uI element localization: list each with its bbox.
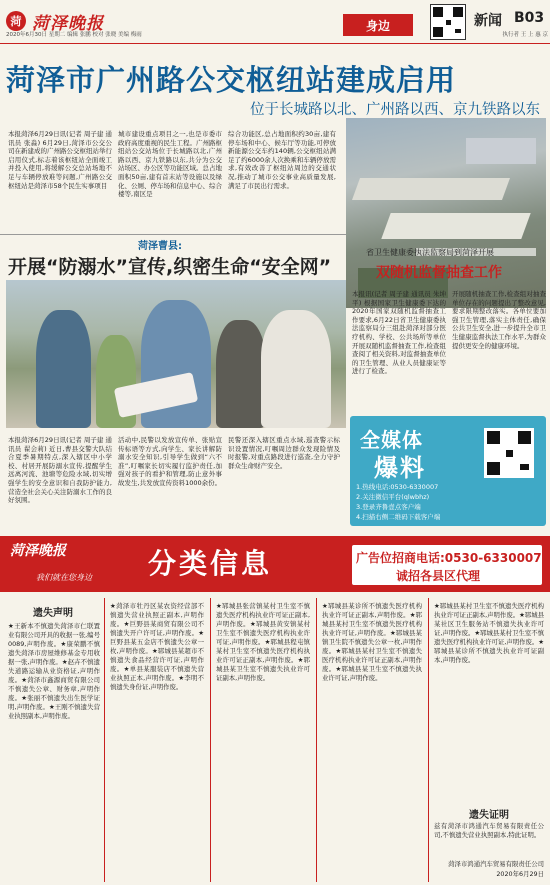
lost-notice-heading: 遗失声明 [33,608,73,619]
lead-column-2: 城市建设重点项目之一,也是市委市政府高度重视的民生工程。广州路枢纽站公交站场位于长城路以北,广州路以西、京九铁路以东,共分为公交站场区、办公区等功能区域。总占地面积50亩,建有首末站等设施以及绿化、公厕、停车场和信息中心、综合楼等,南区是 [118,130,222,199]
classifieds-slogan: 我们就在您身边 [36,573,92,582]
column-divider [316,598,317,882]
ad-title-line1: 全媒体 [360,428,423,452]
page-number: B03 [514,10,545,26]
ad-line-qr: 4.扫描右侧二维码下载客户端 [356,513,441,521]
editors-line: 执行者 王 上 惠 京 [502,32,548,38]
lost-proof-date: 2020年6月29日 [496,870,544,878]
logo-text: 菏泽晚报 [32,13,104,34]
story2-kicker: 菏泽曹县: [138,241,182,252]
story2-headline: 开展“防溺水”宣传,织密生命“安全网” [8,256,332,278]
ad-title-line2: 爆料 [374,454,426,482]
classifieds-column-5: ★郓城县某村卫生室不慎遗失医疗机构执业许可证正副本,声明作废。★郓城县某社区卫生服务站不慎遗失执业许可证,声明作废。★郓城县某村卫生室不慎遗失医疗机构执业许可证,声明作废。★郓城县某诊所不慎遗失执业许可证副本,声明作废。 [434,602,544,664]
lead-column-3: 综合功能区,总占地面积约30亩,建有停车场和中心、候车厅等功能,可停放新能源公交车约140辆,公交枢纽站满足了约6000余人次换乘和车辆停放需求,有效改善了枢纽站周边的交通状况,推动了城市公交事业高质量发展,满足了市民出行需求。 [228,130,336,190]
lead-subheadline: 位于长城路以北、广州路以西、京九铁路以东 [250,102,540,118]
news-label: 新闻 [474,13,502,29]
lead-column-1: 本报菏泽6月29日讯(记者 周子建 通讯员 张淼) 6月29日,菏泽市公交公司在新建成的广州路公交枢纽站举行启用仪式,标志着该枢纽站全面竣工并投入使用,将缓解公交总站场地不足与车辆停放难等问题,广州路公交枢纽站是菏泽市58个民生实事项目 [8,130,112,190]
news-tip-ad [350,416,546,526]
section-tag: 身边 [343,14,413,36]
story3-kicker: 省卫生健康委执法监察局到菏泽开展 [366,248,494,257]
lost-proof-heading: 遗失证明 [469,810,509,821]
story2-column-1: 本报菏泽6月29日讯(记者 周子建 通讯员 翟会莉) 近日,曹县交警大队结合夏季暑期特点,深入辖区中小学校、村居开展防溺水宣传,提醒学生远离河流、池塘等危险水域,切实增强学生的安全意识和自我防护能力,营造全社会关心关注防溺水工作的良好氛围。 [8,436,112,505]
agent-recruit: 诚招各县区代理 [396,569,481,583]
story2-column-2: 活动中,民警以发放宣传单、张贴宣传标语等方式,向学生、家长讲解防溺水安全知识,引导学生做到“六不准”,叮嘱家长切实履行监护责任,加强对孩子的看护和管理,防止意外事故发生,共发放宣传资料1000余份。 [118,436,222,487]
ad-line-wechat: 2.关注微信平台(qlwbhz) [356,493,430,501]
header-divider [0,43,550,44]
safety-campaign-photo [6,280,346,428]
ad-line-app: 3.登录齐鲁壹点客户端 [356,503,421,511]
ad-line-hotline: 1.热线电话:0530-6330007 [356,483,439,491]
column-divider [210,598,211,882]
date-line: 2020年6月30日 星期二 编辑 张鹏 校对 张晓 美编 梅雨 [6,32,142,38]
ad-hotline: 广告位招商电话:0530-6330007 [356,551,542,565]
classifieds-title: 分类信息 [148,547,273,580]
column-divider [104,598,105,882]
lost-proof-text: 兹有菏泽市鸿通汽车贸易有限责任公司,不慎遗失营业执照副本,特此证明。 [434,822,544,839]
story2-column-3: 民警还深入辖区重点水域,巡查警示标识设置情况,叮嘱周边群众发现险情及时报警,对重点路段进行巡查,全力守护群众生命财产安全。 [228,436,340,470]
classifieds-column-1: ★王新本不慎遗失菏泽市仁联置业有限公司开具的收据一张,编号0089,声明作废。★康荣鹏不慎遗失菏泽市房屋维修基金专用收据一张,声明作废。★赵卉不慎遗失道路运输从业资格证,声明作废。★菏泽市鑫源商贸有限公司不慎遗失公章、财务章,声明作废。★张丽不慎遗失出生医学证明,声明作废。★王刚不慎遗失营业执照副本,声明作废。 [8,622,100,720]
classifieds-logo: 菏泽晚报 [10,543,66,559]
classifieds-column-3: ★郓城县张营镇某村卫生室不慎遗失医疗机构执业许可证正副本,声明作废。★郓城县黄安镇某村卫生室不慎遗失医疗机构执业许可证,声明作废。★郓城县程屯镇某村卫生室不慎遗失医疗机构执业许可证正副本,声明作废。★郓城县某卫生室不慎遗失执业许可证副本,声明作废。 [216,602,310,682]
ad-qr-code-icon [484,428,534,478]
lead-divider [0,234,346,235]
column-divider [428,598,429,882]
logo-mark-icon: 菏 [6,11,26,31]
classifieds-column-4: ★郓城县某诊所不慎遗失医疗机构执业许可证正副本,声明作废。★郓城县某村卫生室不慎遗失医疗机构执业许可证,声明作废。★郓城县某镇卫生院不慎遗失公章一枚,声明作废。★郓城县某村卫生室不慎遗失医疗机构执业许可证正副本,声明作废。★郓城县某卫生室不慎遗失执业许可证,声明作废。 [322,602,422,682]
story3-column-2: 开展随机抽查工作,检查组对抽查单位存在的问题提出了整改意见,要求限期整改落实。各单位要加强卫生管理,落实主体责任,确保公共卫生安全,进一步提升全市卫生健康监督执法工作水平,为群众提供更安全的健康环境。 [452,290,546,350]
story3-column-1: 本报讯(记者 周子建 通讯员 朱坤平) 根据国家卫生健康委下达的2020年国家双随机监督抽查工作要求,6月22日省卫生健康委执法监察局分三组赴菏泽对部分医疗机构、学校、公共场所等单位开展双随机监督抽查工作,检查组查阅了相关资料,对监督抽查单位的卫生管理、从业人员健康证等进行了检查。 [352,290,446,376]
header-qr-code-icon [430,4,466,40]
lead-headline: 菏泽市广州路公交枢纽站建成启用 [6,63,457,97]
classifieds-column-2: ★菏泽市牡丹区某农资经营部不慎遗失营业执照正副本,声明作废。★巨野县某商贸有限公司不慎遗失开户许可证,声明作废。★巨野县某五金店不慎遗失公章一枚,声明作废。★郓城县某超市不慎遗失食品经营许可证,声明作废。★单县某服装店不慎遗失营业执照正本,声明作废。★李明不慎遗失身份证,声明作废。 [110,602,204,691]
story3-headline: 双随机监督抽查工作 [376,265,502,281]
lost-proof-signature: 菏泽市鸿通汽车贸易有限责任公司 [448,860,544,868]
